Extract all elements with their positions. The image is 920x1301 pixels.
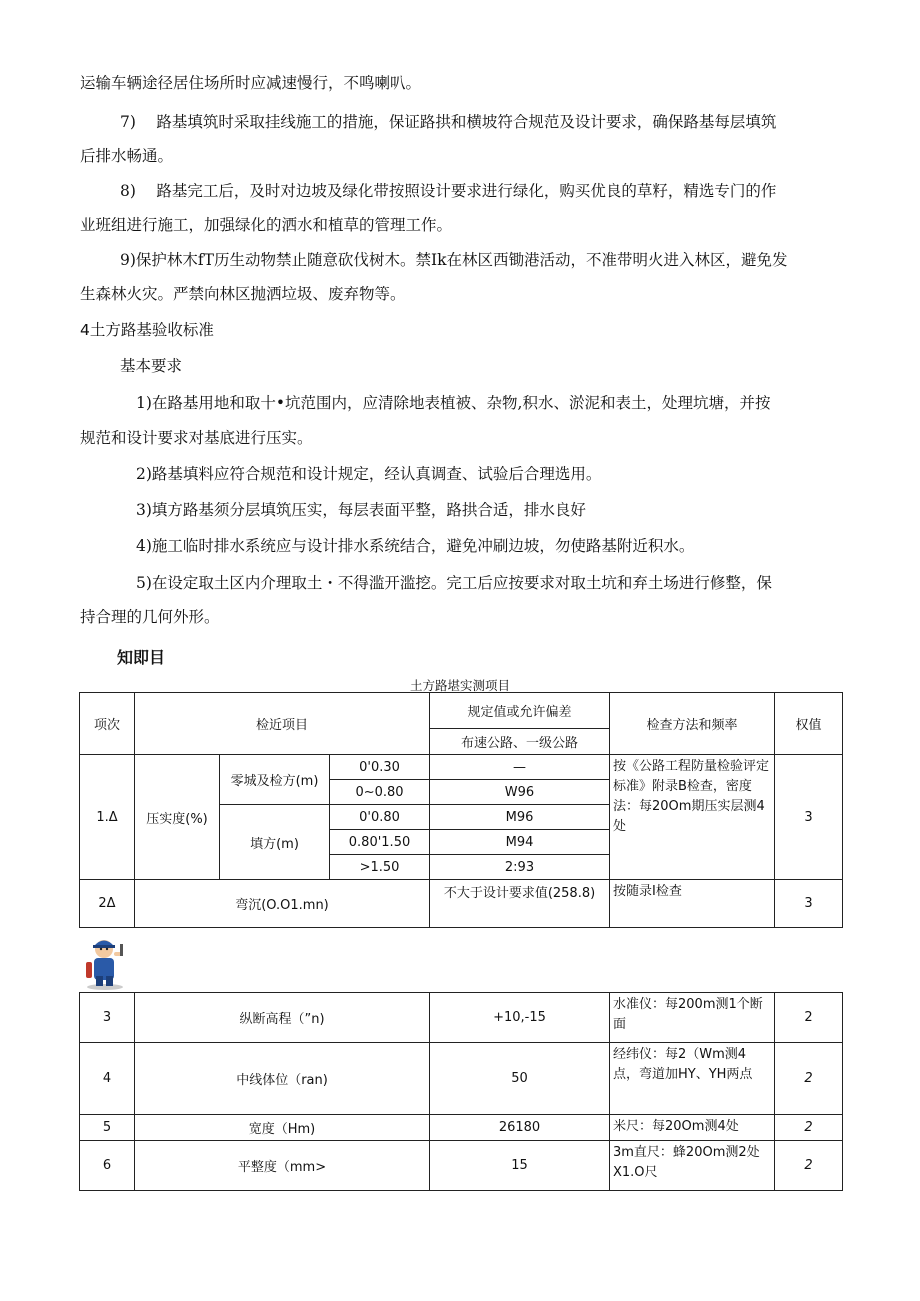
row1-value: —: [430, 755, 610, 780]
row5-item: 宽度（Hm): [135, 1115, 430, 1141]
inspection-table-part1: [79, 692, 843, 928]
row1-no: 1.Δ: [80, 755, 135, 880]
header-no: 项次: [80, 693, 135, 755]
row6-weight: 2: [775, 1141, 843, 1191]
requirement-5-line2: 持合理的几何外形。: [80, 608, 220, 626]
row2-method: 按随录I检查: [610, 880, 775, 928]
row6-no: 6: [80, 1141, 135, 1191]
paragraph-continuation: 运输车辆途径居住场所时应减速慢行，不鸣喇叭。: [80, 74, 422, 92]
row3-value: +10,-15: [430, 993, 610, 1043]
section-subtitle: 基本要求: [120, 357, 183, 375]
row3-weight: 2: [775, 993, 843, 1043]
header-method: 检查方法和频率: [610, 693, 775, 755]
row1-item: 压实度(%): [135, 755, 220, 880]
row1-depth: 0'0.30: [330, 755, 430, 780]
table-caption: 土方路堪实测项目: [409, 678, 510, 693]
row3-item: 纵断高程（”n): [135, 993, 430, 1043]
row1-depth: >1.50: [330, 855, 430, 880]
inspection-table-part2: [79, 992, 843, 1191]
row6-item: 平整度（mm>: [135, 1141, 430, 1191]
row1-method: 按《公路工程防量检验评定标准》附录B检查，密度法：每20Om期压实层测4处: [610, 755, 775, 880]
row5-no: 5: [80, 1115, 135, 1141]
row2-value: 不大于设计要求值(258.8): [430, 880, 610, 928]
row5-method: 米尺：每20Om测4处: [610, 1115, 775, 1141]
section-title: 4土方路基验收标准: [80, 321, 214, 339]
row3-no: 3: [80, 993, 135, 1043]
row5-weight: 2: [775, 1115, 843, 1141]
row2-item: 弯沉(O.O1.mn): [135, 880, 430, 928]
paragraph-7-line1: 7) 路基填筑时采取挂线施工的措施，保证路拱和横坡符合规范及设计要求，确保路基每层填筑: [120, 113, 777, 131]
paragraph-7-line2: 后排水畅通。: [80, 147, 174, 165]
requirement-2: 2)路基填料应符合规范和设计规定，经认真调查、试验后合理选用。: [136, 465, 602, 483]
header-item: 检近项目: [135, 693, 430, 755]
row2-no: 2Δ: [80, 880, 135, 928]
table-label: 知即目: [117, 648, 166, 667]
row1-sub2: 填方(m): [220, 805, 330, 880]
paragraph-9-line1: 9)保护林木fT历生动物禁止随意砍伐树木。禁Ik在林区西锄港活动，不准带明火进入林区，避免发: [120, 251, 788, 269]
row1-weight: 3: [775, 755, 843, 880]
row1-value: M94: [430, 830, 610, 855]
row6-method: 3m直尺：蜂20Om测2处X1.O尺: [610, 1141, 775, 1191]
header-value: 规定值或允许偏差: [430, 693, 610, 729]
paragraph-9-line2: 生森林火灾。严禁向林区抛洒垃圾、废弃物等。: [80, 285, 406, 303]
requirement-1-line1: 1)在路基用地和取十•坑范围内，应清除地表植被、杂物,积水、淤泥和表土，处理坑塘，并按: [136, 394, 771, 412]
row1-depth: 0.80'1.50: [330, 830, 430, 855]
row3-method: 水准仪：每200m测1个断面: [610, 993, 775, 1043]
header-value-sub: 布速公路、一级公路: [430, 729, 610, 755]
row4-weight: 2: [775, 1043, 843, 1115]
row2-weight: 3: [775, 880, 843, 928]
requirement-1-line2: 规范和设计要求对基底进行压实。: [80, 429, 313, 447]
row4-value: 50: [430, 1043, 610, 1115]
row4-item: 中线体位（ran): [135, 1043, 430, 1115]
requirement-4: 4)施工临时排水系统应与设计排水系统结合，避免冲刷边坡，勿使路基附近积水。: [136, 537, 695, 555]
paragraph-8-line2: 业班组进行施工，加强绿化的洒水和植草的管理工作。: [80, 216, 453, 234]
row4-method: 经纬仪：每2（Wm测4点，弯道加HY、YH两点: [610, 1043, 775, 1115]
row5-value: 26180: [430, 1115, 610, 1141]
paragraph-8-line1: 8) 路基完工后，及时对边坡及绿化带按照设计要求进行绿化，购买优良的草籽，精选专门的作: [120, 182, 777, 200]
header-weight: 权值: [775, 693, 843, 755]
row4-no: 4: [80, 1043, 135, 1115]
row1-depth: 0'0.80: [330, 805, 430, 830]
row1-sub1: 零城及检方(m): [220, 755, 330, 805]
requirement-5-line1: 5)在设定取土区内介理取土・不得滥开滥挖。完工后应按要求对取土坑和弃土场进行修整，保: [136, 574, 772, 592]
row1-depth: 0~0.80: [330, 780, 430, 805]
row6-value: 15: [430, 1141, 610, 1191]
row1-value: M96: [430, 805, 610, 830]
worker-mascot-icon: [80, 932, 130, 990]
row1-value: W96: [430, 780, 610, 805]
row1-value: 2:93: [430, 855, 610, 880]
requirement-3: 3)填方路基须分层填筑压实，每层表面平整，路拱合适，排水良好: [136, 501, 586, 519]
